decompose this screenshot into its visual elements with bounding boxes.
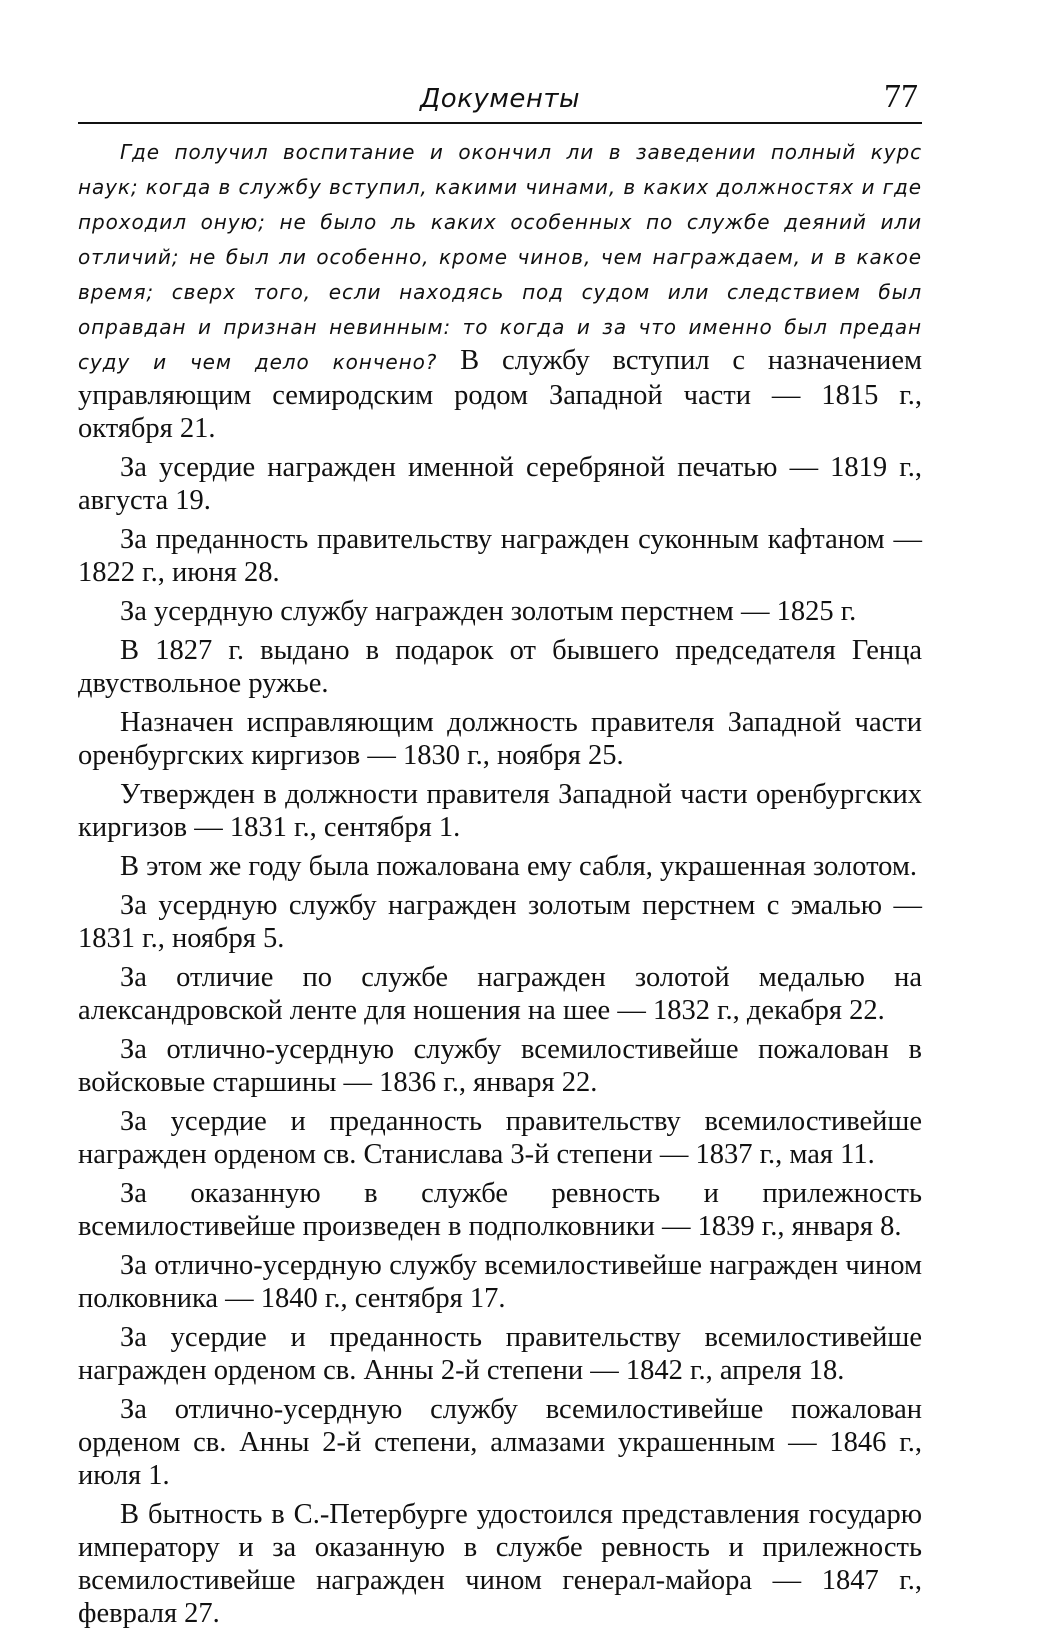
service-record-paragraph: За усердие награжден именной серебряной печатью — 1819 г., августа 19. bbox=[78, 452, 922, 516]
page-header bbox=[78, 70, 922, 124]
service-record-paragraph: За отлично-усердную службу всемилостивейше пожалован орденом св. Анны 2-й степени, алмазами украшенным — 1846 г., июля 1. bbox=[78, 1394, 922, 1491]
service-record-paragraph: Утвержден в должности правителя Западной части оренбургских киргизов — 1831 г., сентября 1. bbox=[78, 779, 922, 843]
service-record-paragraph: В 1827 г. выдано в подарок от бывшего председателя Генца двуствольное ружье. bbox=[78, 635, 922, 699]
service-record-paragraph: Назначен исправляющим должность правителя Западной части оренбургских киргизов — 1830 г., ноября 25. bbox=[78, 707, 922, 771]
service-record-paragraph: За усердную службу награжден золотым перстнем — 1825 г. bbox=[120, 596, 857, 627]
service-record-paragraph: За отличие по службе награжден золотой медалью на александровской ленте для ношения на шее — 1832 г., декабря 22. bbox=[78, 962, 922, 1026]
question-answer-paragraph bbox=[78, 134, 922, 445]
service-record-paragraph: В бытность в С.-Петербурге удостоился представления государю императору и за оказанную в службе ревность и прилежность всемилостивейше награжден чином генерал-майора — 1847 г., февраля 27. bbox=[78, 1499, 922, 1629]
body-text bbox=[78, 134, 922, 1636]
questionnaire-question: Где получил воспитание и окончил ли в заведении полный курс наук; когда в службу вступил, какими чинами, в каких должностях и где проходил оную; не было ль каких особенных по службе деяний или отличий; не был ли особенно, кроме чинов, чем награждаем, и в какое время; сверх того, если находясь под судом или следствием был оправдан и признан невинным: то когда и за что именно был предан суду и чем дело кончено? bbox=[78, 140, 922, 374]
running-title: Документы bbox=[419, 84, 581, 114]
page-number: 77 bbox=[884, 78, 918, 115]
service-record-paragraph: За преданность правительству награжден суконным кафтаном — 1822 г., июня 28. bbox=[78, 524, 922, 588]
service-record-paragraph: За усердие и преданность правительству всемилостивейше награжден орденом св. Анны 2-й степени — 1842 г., апреля 18. bbox=[78, 1322, 922, 1386]
service-record-paragraph: За оказанную в службе ревность и прилежность всемилостивейше произведен в подполковники — 1839 г., января 8. bbox=[78, 1178, 922, 1242]
service-record-paragraph: За отлично-усердную службу всемилостивейше награжден чином полковника — 1840 г., сентября 17. bbox=[78, 1250, 922, 1314]
service-record-paragraph: За усердную службу награжден золотым перстнем с эмалью — 1831 г., ноября 5. bbox=[78, 890, 922, 954]
service-record-paragraph: В этом же году была пожалована ему сабля, украшенная золотом. bbox=[120, 851, 918, 882]
service-record-paragraph: За отлично-усердную службу всемилостивейше пожалован в войсковые старшины — 1836 г., января 22. bbox=[78, 1034, 922, 1098]
service-record-paragraph: За усердие и преданность правительству всемилостивейше награжден орденом св. Станислава 3-й степени — 1837 г., мая 11. bbox=[78, 1106, 922, 1170]
questionnaire-answer: В службу вступил с назначением управляющим семиродским родом Западной части — 1815 г., октября 21. bbox=[78, 345, 922, 444]
